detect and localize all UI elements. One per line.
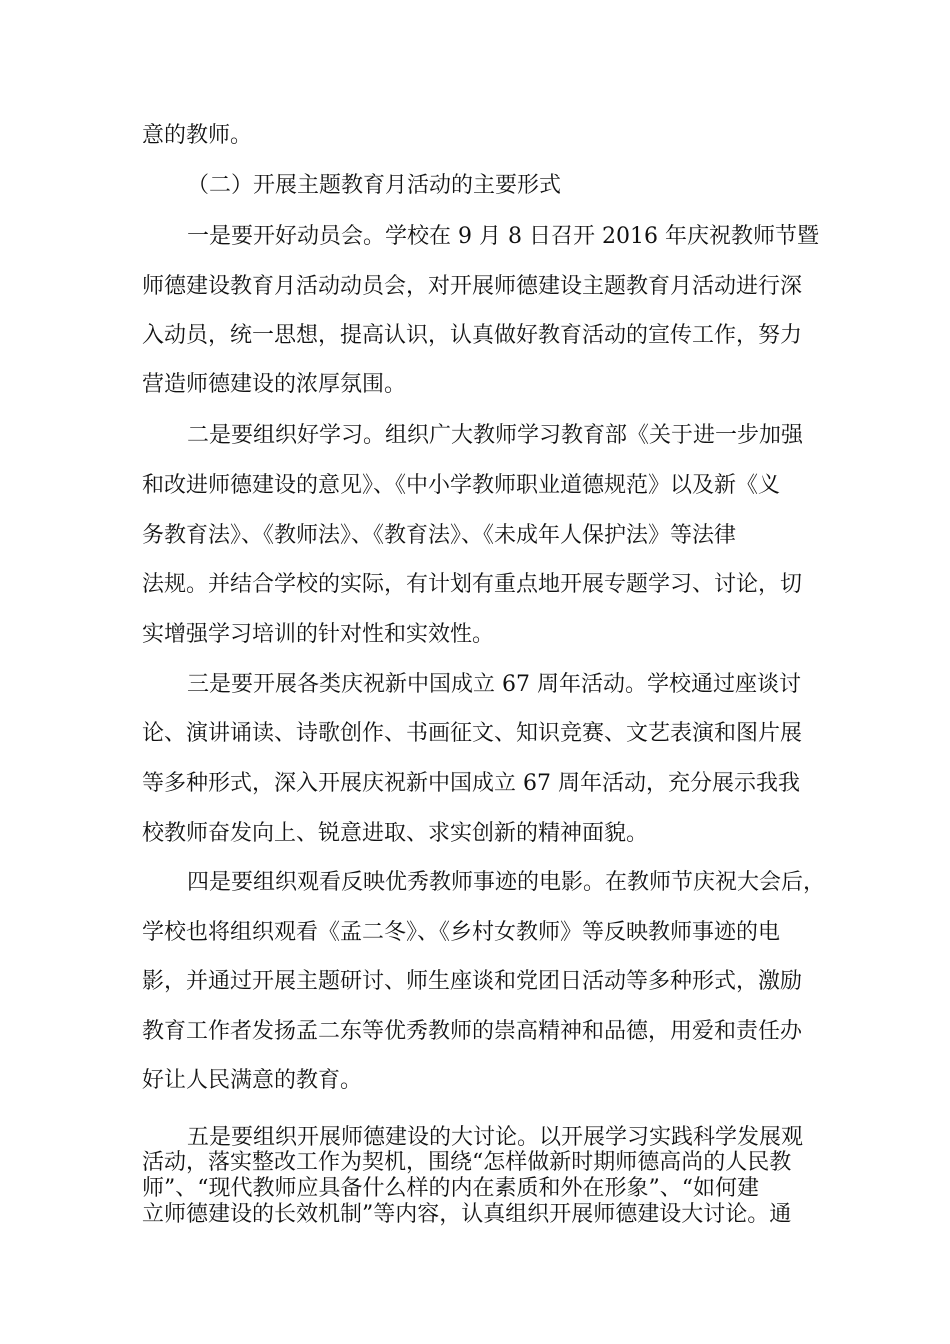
text-line-14: 等多种形式，深入开展庆祝新中国成立 67 周年活动，充分展示我我 [142, 771, 800, 796]
text-line-22: 活动，落实整改工作为契机，围绕“怎样做新时期师德高尚的人民教 [142, 1150, 792, 1175]
text-line-9: 务教育法》、《教师法》、《教育法》、《未成年人保护法》等法律 [142, 523, 737, 548]
text-line-7: 二是要组织好学习。组织广大教师学习教育部《关于进一步加强 [187, 423, 804, 448]
text-line-12: 三是要开展各类庆祝新中国成立 67 周年活动。学校通过座谈讨 [187, 672, 801, 697]
text-line-18: 影，并通过开展主题研讨、师生座谈和党团日活动等多种形式，激励 [142, 969, 803, 994]
text-line-13: 论、演讲诵读、诗歌创作、书画征文、知识竞赛、文艺表演和图片展 [142, 721, 803, 746]
text-line-8: 和改进师德建设的意见》、《中小学教师职业道德规范》以及新《义 [142, 473, 781, 498]
text-line-15: 校教师奋发向上、锐意进取、求实创新的精神面貌。 [142, 821, 649, 846]
text-line-19: 教育工作者发扬孟二东等优秀教师的崇高精神和品德，用爱和责任办 [142, 1019, 803, 1044]
text-line-1: 意的教师。 [142, 123, 253, 148]
text-line-11: 实增强学习培训的针对性和实效性。 [142, 622, 495, 647]
text-line-24: 立师德建设的长效机制”等内容，认真组织开展师德建设大讨论。通 [142, 1202, 792, 1227]
text-line-20: 好让人民满意的教育。 [142, 1068, 363, 1093]
text-line-10: 法规。并结合学校的实际，有计划有重点地开展专题学习、讨论，切 [142, 572, 803, 597]
text-line-16: 四是要组织观看反映优秀教师事迹的电影。在教师节庆祝大会后， [187, 870, 826, 895]
section-heading: （二）开展主题教育月活动的主要形式 [187, 173, 562, 198]
text-line-23: 师”、“现代教师应具备什么样的内在素质和外在形象”、“如何建 [142, 1176, 759, 1201]
text-line-17: 学校也将组织观看《孟二冬》、《乡村女教师》等反映教师事迹的电 [142, 920, 781, 945]
text-line-4: 师德建设教育月活动动员会，对开展师德建设主题教育月活动进行深 [142, 274, 803, 299]
text-line-21: 五是要组织开展师德建设的大讨论。以开展学习实践科学发展观 [187, 1125, 804, 1150]
text-line-6: 营造师德建设的浓厚氛围。 [142, 372, 407, 397]
text-line-3: 一是要开好动员会。学校在 9 月 8 日召开 2016 年庆祝教师节暨 [187, 224, 819, 249]
text-line-5: 入动员，统一思想，提高认识，认真做好教育活动的宣传工作，努力 [142, 323, 803, 348]
